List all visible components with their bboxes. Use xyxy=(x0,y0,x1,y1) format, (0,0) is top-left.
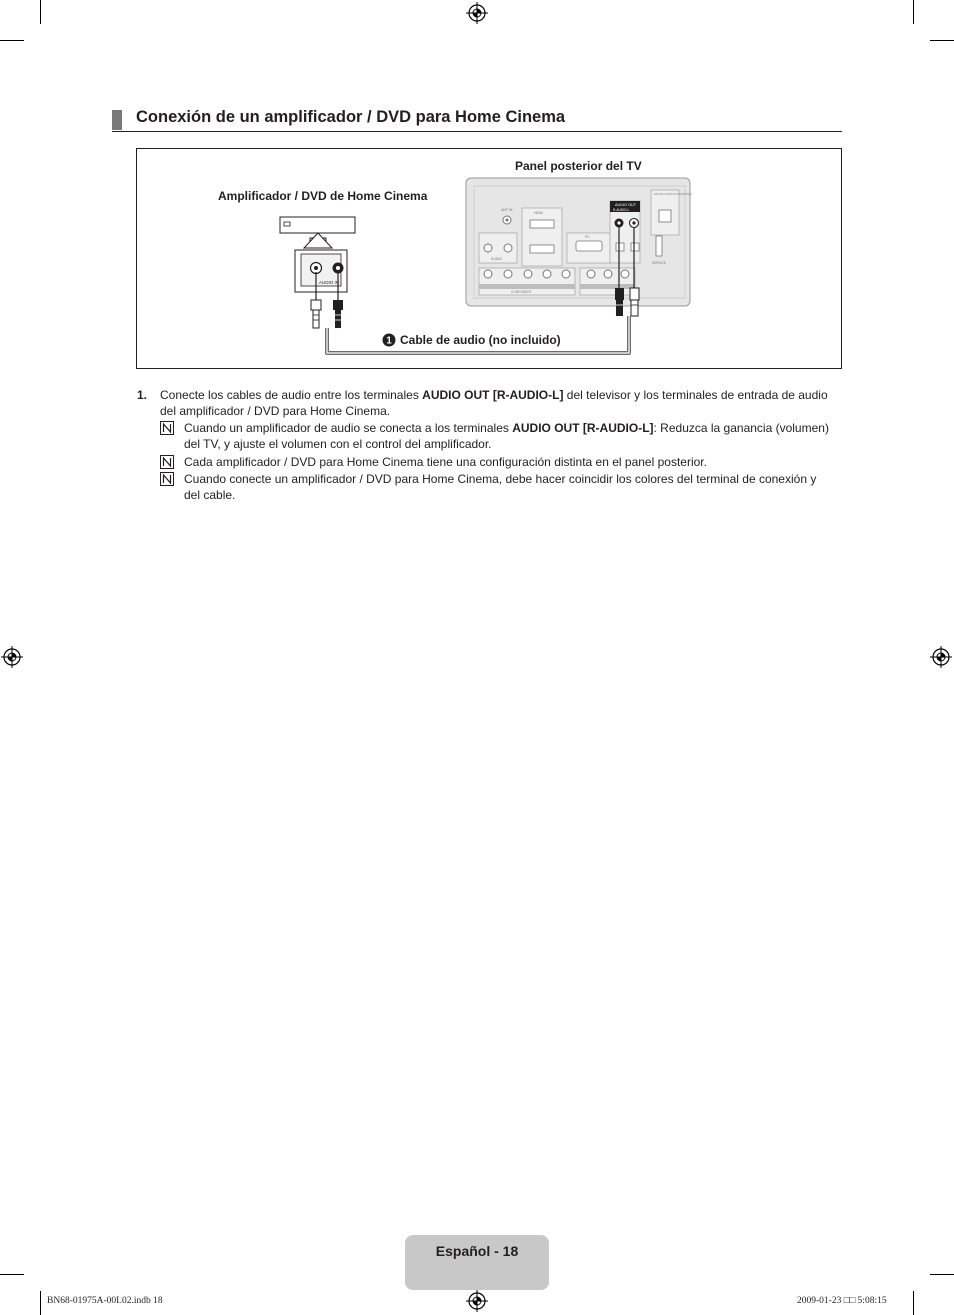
print-file-name: BN68-01975A-00L02.indb 18 xyxy=(47,1296,163,1306)
note-3-line-1: Cuando conecte un amplificador / DVD para Home Cinema, debe hacer coincidir los colores del terminal de conexión y xyxy=(184,472,817,486)
svg-text:1: 1 xyxy=(386,335,392,347)
device-port-label: AUDIO IN xyxy=(319,280,340,285)
tv-port-label-pc: PC xyxy=(585,235,590,239)
step-text-line-1 xyxy=(160,387,842,403)
crop-mark-br-h xyxy=(930,1274,954,1275)
note-3 xyxy=(160,471,842,505)
cable-number-badge xyxy=(382,333,396,347)
crop-mark-bl-v xyxy=(40,1291,41,1315)
note-1-line-1 xyxy=(184,420,842,436)
crop-mark-bl-h xyxy=(0,1274,24,1275)
registration-mark-bottom-icon xyxy=(466,1290,488,1312)
tv-audio-out-label: AUDIO OUT xyxy=(615,203,637,207)
tv-port-label-service: SERVICE xyxy=(652,261,666,265)
step-bold-1: AUDIO OUT [R-AUDIO-L] xyxy=(422,388,564,402)
crop-mark-tl-h xyxy=(0,40,24,41)
step-number: 1. xyxy=(137,388,148,402)
note-icon xyxy=(160,421,174,435)
registration-mark-right-icon xyxy=(930,646,952,668)
print-timestamp: 2009-01-23 □□ 5:08:15 xyxy=(797,1296,887,1306)
section-title-rule xyxy=(112,131,842,132)
step-text-line-2: del amplificador / DVD para Home Cinema. xyxy=(160,404,391,418)
crop-mark-tr-v xyxy=(913,0,914,24)
step-text-1: Conecte los cables de audio entre los terminales xyxy=(160,388,423,402)
tv-rear-panel xyxy=(466,178,692,306)
page-number-label: Español - 18 xyxy=(435,1243,519,1259)
section-title-marker xyxy=(112,110,122,130)
note-1-text-b: : Reduzca la ganancia (volumen) xyxy=(653,421,829,435)
crop-mark-br-v xyxy=(913,1291,914,1315)
step-text-2: del televisor y los terminales de entrada de audio xyxy=(563,388,828,402)
device-plug-white-icon xyxy=(311,300,321,328)
device-plug-black-icon xyxy=(333,300,343,328)
tv-panel-label: Panel posterior del TV xyxy=(515,159,642,173)
tv-port-label-component: COMPONENT xyxy=(511,290,532,294)
tv-port-label-digital-audio-out: DIGITAL AUDIO OUT (OPTICAL) xyxy=(654,193,693,196)
tv-port-label-hdmi: HDMI xyxy=(534,211,543,215)
note-1-text-a: Cuando un amplificador de audio se conecta a los terminales xyxy=(184,421,513,435)
tv-port-label-r-audio-l: R-AUDIO-L xyxy=(613,208,630,212)
note-1-bold: AUDIO OUT [R-AUDIO-L] xyxy=(512,421,654,435)
tv-port-label-ant: ANT IN xyxy=(501,208,513,212)
device-label: Amplificador / DVD de Home Cinema xyxy=(218,189,428,203)
crop-mark-tr-h xyxy=(930,40,954,41)
note-1-line-2: del TV, y ajuste el volumen con el control del amplificador. xyxy=(184,437,492,451)
note-icon xyxy=(160,472,174,486)
note-3-line-2: del cable. xyxy=(184,488,236,502)
home-cinema-device-icon xyxy=(280,217,355,292)
cable-label: Cable de audio (no incluido) xyxy=(400,333,561,347)
registration-mark-left-icon xyxy=(1,646,23,668)
section-title: Conexión de un amplificador / DVD para Home Cinema xyxy=(136,108,566,126)
note-1 xyxy=(160,420,842,454)
note-2-line-1: Cada amplificador / DVD para Home Cinema tiene una configuración distinta en el panel posterior. xyxy=(184,455,707,469)
crop-mark-tl-v xyxy=(40,0,41,24)
tv-port-label-audio: AUDIO xyxy=(491,257,503,261)
note-2 xyxy=(160,454,842,472)
registration-mark-top-icon xyxy=(466,2,488,24)
note-icon xyxy=(160,455,174,469)
